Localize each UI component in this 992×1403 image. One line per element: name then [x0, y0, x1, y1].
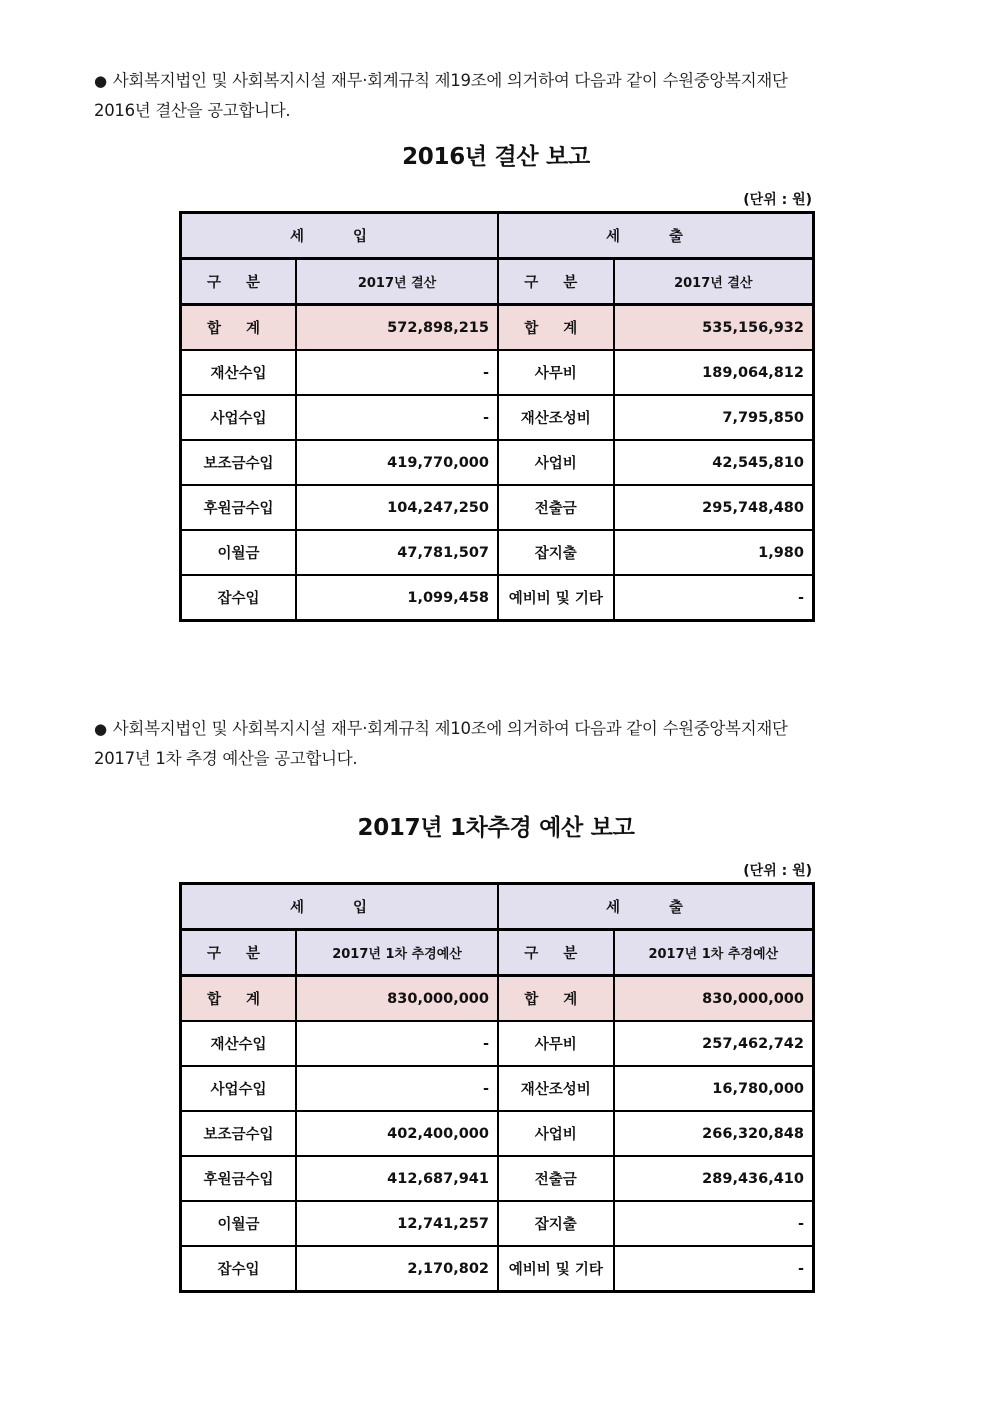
- income-label: 잡수입: [181, 575, 297, 621]
- table-row: [181, 1201, 814, 1246]
- income-header: 세 입: [181, 884, 499, 930]
- income-value: 104,247,250: [296, 485, 498, 530]
- expense-label: 잡지출: [498, 1201, 614, 1246]
- settlement-report-title: 2016년 결산 보고: [402, 144, 590, 170]
- expense-label: 사무비: [498, 350, 614, 395]
- expense-value: 7,795,850: [614, 395, 814, 440]
- income-label: 재산수입: [181, 350, 297, 395]
- income-value: 402,400,000: [296, 1111, 498, 1156]
- expense-value: -: [614, 1246, 814, 1292]
- income-label: 사업수입: [181, 395, 297, 440]
- income-value: 47,781,507: [296, 530, 498, 575]
- income-label: 후원금수입: [181, 485, 297, 530]
- income-value: -: [296, 1066, 498, 1111]
- notice-line-1: ● 사회복지법인 및 사회복지시설 재무·회계규칙 제10조에 의거하여 다음과 같이 수원중앙복지재단: [94, 719, 788, 738]
- income-label: 이월금: [181, 1201, 297, 1246]
- income-value: -: [296, 350, 498, 395]
- expense-label: 재산조성비: [498, 395, 614, 440]
- expense-value: 16,780,000: [614, 1066, 814, 1111]
- income-label: 이월금: [181, 530, 297, 575]
- expense-label: 잡지출: [498, 530, 614, 575]
- expense-value: 1,980: [614, 530, 814, 575]
- income-label: 후원금수입: [181, 1156, 297, 1201]
- table-row: [181, 1246, 814, 1292]
- income-label: 보조금수입: [181, 440, 297, 485]
- expense-total-label: 합 계: [498, 976, 614, 1022]
- settlement-notice: [94, 66, 898, 126]
- table-column-header-row: [181, 259, 814, 305]
- table-section-header-row: [181, 213, 814, 259]
- table-row: [181, 350, 814, 395]
- expense-total-label: 합 계: [498, 305, 614, 351]
- expense-value: 266,320,848: [614, 1111, 814, 1156]
- income-label: 잡수입: [181, 1246, 297, 1292]
- expense-header: 세 출: [498, 213, 814, 259]
- table-row: [181, 440, 814, 485]
- unit-label: (단위 : 원): [743, 863, 812, 879]
- income-total-label: 합 계: [181, 976, 297, 1022]
- table-row: [181, 1021, 814, 1066]
- table-row: [181, 530, 814, 575]
- expense-value: 295,748,480: [614, 485, 814, 530]
- income-label: 보조금수입: [181, 1111, 297, 1156]
- expense-label: 전출금: [498, 1156, 614, 1201]
- expense-value: 257,462,742: [614, 1021, 814, 1066]
- table-row: [181, 1066, 814, 1111]
- expense-label: 사무비: [498, 1021, 614, 1066]
- expense-category-header: 구 분: [498, 259, 614, 305]
- expense-label: 재산조성비: [498, 1066, 614, 1111]
- budget-notice: [94, 714, 898, 774]
- income-value: 2,170,802: [296, 1246, 498, 1292]
- income-amount-header: 2017년 결산: [296, 259, 498, 305]
- expense-amount-header: 2017년 1차 추경예산: [614, 930, 814, 976]
- table-row: [181, 395, 814, 440]
- expense-amount-header: 2017년 결산: [614, 259, 814, 305]
- bullet-icon: ●: [94, 720, 107, 738]
- income-category-header: 구 분: [181, 930, 297, 976]
- budget-table: [179, 882, 815, 1293]
- income-value: 412,687,941: [296, 1156, 498, 1201]
- total-row: [181, 305, 814, 351]
- income-total-label: 합 계: [181, 305, 297, 351]
- notice-line-1: ● 사회복지법인 및 사회복지시설 재무·회계규칙 제19조에 의거하여 다음과 같이 수원중앙복지재단: [94, 71, 788, 90]
- notice-line-2: 2017년 1차 추경 예산을 공고합니다.: [94, 749, 358, 768]
- expense-value: 42,545,810: [614, 440, 814, 485]
- income-value: -: [296, 1021, 498, 1066]
- income-value: 419,770,000: [296, 440, 498, 485]
- notice-line-2: 2016년 결산을 공고합니다.: [94, 101, 291, 120]
- bullet-icon: ●: [94, 72, 107, 90]
- income-header: 세 입: [181, 213, 499, 259]
- table-row: [181, 1111, 814, 1156]
- table-section-header-row: [181, 884, 814, 930]
- expense-label: 전출금: [498, 485, 614, 530]
- income-amount-header: 2017년 1차 추경예산: [296, 930, 498, 976]
- income-total-value: 572,898,215: [296, 305, 498, 351]
- table-row: [181, 485, 814, 530]
- total-row: [181, 976, 814, 1022]
- income-value: 12,741,257: [296, 1201, 498, 1246]
- expense-total-value: 830,000,000: [614, 976, 814, 1022]
- expense-value: -: [614, 575, 814, 621]
- expense-category-header: 구 분: [498, 930, 614, 976]
- income-total-value: 830,000,000: [296, 976, 498, 1022]
- settlement-table: [179, 211, 815, 622]
- income-label: 재산수입: [181, 1021, 297, 1066]
- table-column-header-row: [181, 930, 814, 976]
- income-value: 1,099,458: [296, 575, 498, 621]
- budget-report-title: 2017년 1차추경 예산 보고: [357, 815, 635, 841]
- expense-header: 세 출: [498, 884, 814, 930]
- expense-value: 189,064,812: [614, 350, 814, 395]
- income-category-header: 구 분: [181, 259, 297, 305]
- income-label: 사업수입: [181, 1066, 297, 1111]
- table-row: [181, 1156, 814, 1201]
- expense-label: 사업비: [498, 1111, 614, 1156]
- table-row: [181, 575, 814, 621]
- expense-total-value: 535,156,932: [614, 305, 814, 351]
- income-value: -: [296, 395, 498, 440]
- expense-value: -: [614, 1201, 814, 1246]
- unit-label: (단위 : 원): [743, 192, 812, 208]
- expense-label: 예비비 및 기타: [498, 575, 614, 621]
- expense-label: 사업비: [498, 440, 614, 485]
- expense-label: 예비비 및 기타: [498, 1246, 614, 1292]
- expense-value: 289,436,410: [614, 1156, 814, 1201]
